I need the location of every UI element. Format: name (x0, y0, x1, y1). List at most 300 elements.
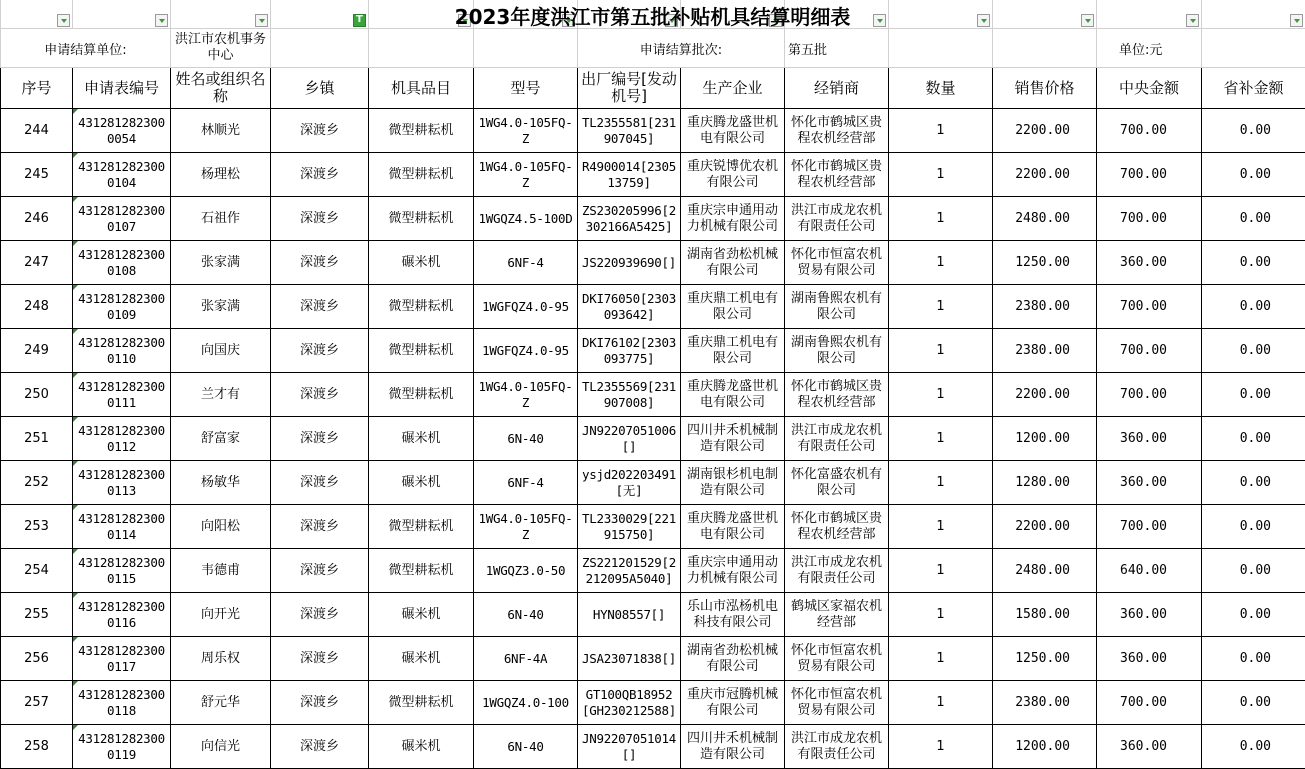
cell-item[interactable] (369, 593, 474, 637)
col-header[interactable]: 数量 (889, 68, 993, 109)
cell-item[interactable] (369, 681, 474, 725)
cell-maker[interactable] (681, 593, 785, 637)
cell-app-no-text: 4312812823000107 (78, 202, 165, 234)
cell-model-text: 6N-40 (507, 430, 544, 446)
cell-province[interactable] (1202, 197, 1305, 241)
cell-price[interactable] (993, 505, 1097, 549)
cell-model[interactable] (474, 681, 578, 725)
cell-model[interactable] (474, 461, 578, 505)
cell-province[interactable] (1202, 593, 1305, 637)
cell-province-text: 0.00 (1239, 474, 1271, 490)
cell-serial-text: JN92207051006[] (582, 422, 676, 454)
cell-maker-text: 乐山市泓杨机电科技有限公司 (686, 598, 778, 630)
filter-dropdown-icon[interactable] (458, 14, 471, 27)
cell-model[interactable] (474, 197, 578, 241)
cell-serial-text: DKI76102[2303093775] (582, 334, 676, 366)
cell-app-no-text: 4312812823000116 (78, 598, 165, 630)
cell-maker-text: 重庆宗申通用动力机械有限公司 (686, 554, 778, 586)
cell-app-no[interactable] (73, 285, 171, 329)
cell-serial[interactable] (578, 417, 681, 461)
cell-serial[interactable] (578, 725, 681, 769)
cell-town-text: 深渡乡 (299, 122, 339, 138)
col-header[interactable]: 出厂编号[发动机号] (578, 68, 681, 109)
cell-model[interactable] (474, 285, 578, 329)
cell-qty-text: 1 (936, 430, 945, 446)
applicant-value[interactable]: 洪江市农机事务中心 (171, 29, 271, 68)
col-header[interactable]: 乡镇 (271, 68, 369, 109)
cell-name[interactable] (171, 637, 271, 681)
cell-qty-text: 1 (936, 342, 945, 358)
cell-maker[interactable] (681, 725, 785, 769)
cell-town[interactable] (271, 461, 369, 505)
cell-central[interactable] (1097, 681, 1202, 725)
cell-maker[interactable] (681, 505, 785, 549)
cell-dealer[interactable] (785, 593, 889, 637)
table-row (1, 153, 1305, 197)
cell-town[interactable] (271, 549, 369, 593)
cell-dealer[interactable] (785, 153, 889, 197)
cell-qty[interactable] (889, 461, 993, 505)
cell-item[interactable] (369, 197, 474, 241)
cell-model[interactable] (474, 109, 578, 153)
col-header[interactable]: 机具品目 (369, 68, 474, 109)
cell-central[interactable] (1097, 461, 1202, 505)
filter-dropdown-icon[interactable] (665, 14, 678, 27)
cell-maker[interactable] (681, 241, 785, 285)
cell-seq[interactable] (1, 241, 73, 285)
cell-dealer[interactable] (785, 285, 889, 329)
cell-dealer[interactable] (785, 109, 889, 153)
cell-seq[interactable] (1, 505, 73, 549)
cell-app-no[interactable] (73, 329, 171, 373)
cell-town[interactable] (271, 329, 369, 373)
cell-province[interactable] (1202, 285, 1305, 329)
cell-item-text: 微型耕耘机 (388, 562, 454, 578)
filter-dropdown-icon[interactable] (873, 14, 886, 27)
cell-province[interactable] (1202, 241, 1305, 285)
cell-maker[interactable] (681, 109, 785, 153)
empty-cell[interactable] (369, 29, 474, 68)
cell-dealer[interactable] (785, 505, 889, 549)
cell-maker[interactable] (681, 329, 785, 373)
cell-model[interactable] (474, 725, 578, 769)
cell-seq[interactable] (1, 725, 73, 769)
cell-app-no-text: 4312812823000118 (78, 686, 165, 718)
cell-province[interactable] (1202, 373, 1305, 417)
cell-app-no[interactable] (73, 109, 171, 153)
cell-name[interactable] (171, 373, 271, 417)
col-header[interactable]: 销售价格 (993, 68, 1097, 109)
cell-dealer[interactable] (785, 197, 889, 241)
cell-seq[interactable] (1, 373, 73, 417)
cell-central[interactable] (1097, 373, 1202, 417)
cell-name[interactable] (171, 505, 271, 549)
cell-central[interactable] (1097, 725, 1202, 769)
cell-dealer-text: 怀化市鹤城区贵程农机经营部 (790, 114, 882, 146)
cell-item[interactable] (369, 461, 474, 505)
col-header[interactable]: 型号 (474, 68, 578, 109)
cell-serial[interactable] (578, 329, 681, 373)
cell-item-text: 碾米机 (401, 474, 441, 490)
cell-seq[interactable] (1, 285, 73, 329)
cell-province[interactable] (1202, 461, 1305, 505)
col-header[interactable]: 申请表编号 (73, 68, 171, 109)
cell-model[interactable] (474, 153, 578, 197)
cell-app-no[interactable] (73, 417, 171, 461)
cell-central-text: 700.00 (1120, 694, 1167, 710)
cell-town-text: 深渡乡 (299, 694, 339, 710)
cell-province[interactable] (1202, 505, 1305, 549)
cell-item[interactable] (369, 417, 474, 461)
cell-app-no[interactable] (73, 725, 171, 769)
cell-maker-text: 重庆鼎工机电有限公司 (686, 290, 778, 322)
cell-seq[interactable] (1, 109, 73, 153)
filter-dropdown-icon[interactable] (1186, 14, 1199, 27)
cell-maker[interactable] (681, 153, 785, 197)
cell-central[interactable] (1097, 285, 1202, 329)
cell-price-text: 2200.00 (1015, 386, 1070, 402)
cell-maker[interactable] (681, 197, 785, 241)
cell-price-text: 1250.00 (1015, 254, 1070, 270)
cell-maker-text: 重庆市冠腾机械有限公司 (686, 686, 778, 718)
cell-model[interactable] (474, 637, 578, 681)
cell-app-no[interactable] (73, 241, 171, 285)
cell-dealer[interactable] (785, 373, 889, 417)
cell-province[interactable] (1202, 153, 1305, 197)
filter-dropdown-icon[interactable] (1290, 14, 1303, 27)
cell-model[interactable] (474, 417, 578, 461)
cell-maker[interactable] (681, 461, 785, 505)
cell-item[interactable] (369, 549, 474, 593)
cell-qty[interactable] (889, 329, 993, 373)
cell-province[interactable] (1202, 725, 1305, 769)
cell-model[interactable] (474, 593, 578, 637)
cell-qty-text: 1 (936, 254, 945, 270)
cell-seq[interactable] (1, 637, 73, 681)
cell-seq[interactable] (1, 461, 73, 505)
cell-serial[interactable] (578, 285, 681, 329)
cell-model[interactable] (474, 329, 578, 373)
cell-app-no[interactable] (73, 197, 171, 241)
cell-maker[interactable] (681, 549, 785, 593)
cell-serial[interactable] (578, 593, 681, 637)
col-header[interactable]: 姓名或组织名称 (171, 68, 271, 109)
filter-dropdown-icon[interactable] (57, 14, 70, 27)
cell-app-no-text: 4312812823000111 (78, 378, 165, 410)
cell-name[interactable] (171, 241, 271, 285)
cell-province-text: 0.00 (1239, 122, 1271, 138)
cell-maker[interactable] (681, 681, 785, 725)
cell-serial[interactable] (578, 373, 681, 417)
cell-price-text: 1250.00 (1015, 650, 1070, 666)
cell-app-no[interactable] (73, 637, 171, 681)
cell-qty[interactable] (889, 197, 993, 241)
cell-model-text: 1WGFQZ4.0-95 (482, 298, 569, 314)
cell-app-no-text: 4312812823000109 (78, 290, 165, 322)
cell-dealer[interactable] (785, 417, 889, 461)
cell-maker-text: 四川井禾机械制造有限公司 (686, 730, 778, 762)
cell-central[interactable] (1097, 329, 1202, 373)
cell-seq[interactable] (1, 549, 73, 593)
cell-serial[interactable] (578, 153, 681, 197)
cell-qty[interactable] (889, 373, 993, 417)
cell-seq-text: 247 (24, 254, 49, 270)
cell-province[interactable] (1202, 681, 1305, 725)
cell-item[interactable] (369, 329, 474, 373)
cell-central[interactable] (1097, 109, 1202, 153)
cell-central[interactable] (1097, 593, 1202, 637)
cell-dealer[interactable] (785, 329, 889, 373)
text-format-indicator-icon (73, 329, 78, 334)
cell-qty[interactable] (889, 109, 993, 153)
cell-item-text: 微型耕耘机 (388, 122, 454, 138)
cell-central-text: 360.00 (1120, 254, 1167, 270)
cell-price-text: 2200.00 (1015, 518, 1070, 534)
cell-town[interactable] (271, 637, 369, 681)
cell-app-no[interactable] (73, 461, 171, 505)
cell-seq-text: 252 (24, 474, 49, 490)
cell-seq[interactable] (1, 329, 73, 373)
cell-name[interactable] (171, 549, 271, 593)
cell-town[interactable] (271, 285, 369, 329)
cell-serial[interactable] (578, 109, 681, 153)
cell-name[interactable] (171, 153, 271, 197)
cell-province[interactable] (1202, 109, 1305, 153)
applicant-label[interactable]: 申请结算单位: (1, 29, 171, 68)
cell-town[interactable] (271, 241, 369, 285)
cell-price[interactable] (993, 593, 1097, 637)
cell-qty[interactable] (889, 549, 993, 593)
cell-central[interactable] (1097, 241, 1202, 285)
cell-item[interactable] (369, 153, 474, 197)
cell-price[interactable] (993, 725, 1097, 769)
cell-town[interactable] (271, 417, 369, 461)
cell-qty[interactable] (889, 417, 993, 461)
cell-dealer[interactable] (785, 461, 889, 505)
cell-town-text: 深渡乡 (299, 430, 339, 446)
filter-dropdown-icon[interactable] (769, 14, 782, 27)
cell-name-text: 向信光 (200, 738, 240, 754)
cell-price[interactable] (993, 549, 1097, 593)
header-row (1, 68, 1305, 109)
cell-town[interactable] (271, 153, 369, 197)
cell-central[interactable] (1097, 637, 1202, 681)
col-header[interactable]: 序号 (1, 68, 73, 109)
cell-name[interactable] (171, 725, 271, 769)
cell-central[interactable] (1097, 549, 1202, 593)
cell-price-text: 2380.00 (1015, 298, 1070, 314)
cell-town[interactable] (271, 725, 369, 769)
data-rows (1, 109, 1305, 769)
batch-value[interactable]: 第五批 (785, 29, 889, 68)
cell-serial[interactable] (578, 505, 681, 549)
cell-price[interactable] (993, 637, 1097, 681)
cell-price[interactable] (993, 329, 1097, 373)
cell-town[interactable] (271, 373, 369, 417)
cell-item-text: 微型耕耘机 (388, 342, 454, 358)
cell-province-text: 0.00 (1239, 298, 1271, 314)
cell-price[interactable] (993, 153, 1097, 197)
cell-qty[interactable] (889, 505, 993, 549)
cell-seq[interactable] (1, 197, 73, 241)
cell-model[interactable] (474, 241, 578, 285)
unit-label[interactable]: 单位:元 (1097, 29, 1202, 68)
cell-qty[interactable] (889, 593, 993, 637)
filter-cell (993, 0, 1097, 29)
cell-item[interactable] (369, 109, 474, 153)
cell-app-no[interactable] (73, 373, 171, 417)
filter-dropdown-icon[interactable] (562, 14, 575, 27)
cell-name[interactable] (171, 461, 271, 505)
cell-name[interactable] (171, 109, 271, 153)
cell-serial[interactable] (578, 241, 681, 285)
filter-dropdown-icon[interactable] (977, 14, 990, 27)
cell-app-no-text: 4312812823000113 (78, 466, 165, 498)
cell-seq[interactable] (1, 417, 73, 461)
cell-seq-text: 258 (24, 738, 49, 754)
cell-dealer[interactable] (785, 549, 889, 593)
cell-name[interactable] (171, 681, 271, 725)
cell-item[interactable] (369, 241, 474, 285)
cell-seq[interactable] (1, 153, 73, 197)
cell-price[interactable] (993, 109, 1097, 153)
cell-seq[interactable] (1, 681, 73, 725)
text-format-indicator-icon (73, 637, 78, 642)
cell-item[interactable] (369, 285, 474, 329)
cell-seq-text: 248 (24, 298, 49, 314)
cell-town-text: 深渡乡 (299, 474, 339, 490)
cell-qty[interactable] (889, 681, 993, 725)
cell-serial[interactable] (578, 461, 681, 505)
filter-cell (889, 0, 993, 29)
cell-app-no[interactable] (73, 153, 171, 197)
cell-central[interactable] (1097, 505, 1202, 549)
cell-central[interactable] (1097, 153, 1202, 197)
col-header[interactable]: 省补金额 (1202, 68, 1305, 109)
cell-town[interactable] (271, 197, 369, 241)
cell-town-text: 深渡乡 (299, 562, 339, 578)
filter-dropdown-icon[interactable] (1081, 14, 1094, 27)
cell-serial[interactable] (578, 681, 681, 725)
cell-price[interactable] (993, 417, 1097, 461)
cell-item[interactable] (369, 725, 474, 769)
cell-maker[interactable] (681, 373, 785, 417)
cell-serial[interactable] (578, 637, 681, 681)
cell-model[interactable] (474, 505, 578, 549)
cell-app-no[interactable] (73, 505, 171, 549)
cell-model[interactable] (474, 549, 578, 593)
cell-app-no-text: 4312812823000117 (78, 642, 165, 674)
cell-province[interactable] (1202, 637, 1305, 681)
cell-maker[interactable] (681, 285, 785, 329)
cell-province-text: 0.00 (1239, 342, 1271, 358)
cell-central[interactable] (1097, 197, 1202, 241)
cell-item[interactable] (369, 373, 474, 417)
col-header[interactable]: 生产企业 (681, 68, 785, 109)
cell-province[interactable] (1202, 417, 1305, 461)
cell-dealer[interactable] (785, 681, 889, 725)
filter-dropdown-icon[interactable] (255, 14, 268, 27)
cell-dealer[interactable] (785, 637, 889, 681)
title-row (1, 0, 1305, 29)
cell-app-no-text: 4312812823000054 (78, 114, 165, 146)
cell-maker[interactable] (681, 637, 785, 681)
cell-province[interactable] (1202, 329, 1305, 373)
cell-price[interactable] (993, 241, 1097, 285)
cell-serial-text: TL2355569[231907008] (582, 378, 676, 410)
empty-cell[interactable] (1202, 29, 1305, 68)
cell-town[interactable] (271, 109, 369, 153)
cell-price[interactable] (993, 681, 1097, 725)
cell-town[interactable] (271, 681, 369, 725)
cell-model[interactable] (474, 373, 578, 417)
cell-qty[interactable] (889, 241, 993, 285)
cell-province[interactable] (1202, 549, 1305, 593)
cell-central[interactable] (1097, 417, 1202, 461)
batch-label[interactable]: 申请结算批次: (578, 29, 785, 68)
cell-app-no-text: 4312812823000112 (78, 422, 165, 454)
cell-qty[interactable] (889, 725, 993, 769)
col-header[interactable]: 中央金额 (1097, 68, 1202, 109)
cell-maker-text: 湖南省劲松机械有限公司 (686, 642, 778, 674)
text-format-indicator-icon (73, 373, 78, 378)
cell-item[interactable] (369, 505, 474, 549)
cell-app-no[interactable] (73, 681, 171, 725)
cell-seq[interactable] (1, 593, 73, 637)
cell-maker[interactable] (681, 417, 785, 461)
cell-serial[interactable] (578, 197, 681, 241)
cell-name[interactable] (171, 329, 271, 373)
filter-active-icon[interactable] (353, 14, 366, 27)
filter-cell (369, 0, 474, 29)
cell-item[interactable] (369, 637, 474, 681)
cell-app-no-text: 4312812823000114 (78, 510, 165, 542)
cell-name[interactable] (171, 417, 271, 461)
cell-item-text: 碾米机 (401, 650, 441, 666)
cell-town[interactable] (271, 505, 369, 549)
cell-price[interactable] (993, 197, 1097, 241)
cell-town[interactable] (271, 593, 369, 637)
cell-name[interactable] (171, 285, 271, 329)
cell-qty[interactable] (889, 637, 993, 681)
cell-dealer-text: 怀化富盛农机有限公司 (790, 466, 882, 498)
cell-app-no[interactable] (73, 593, 171, 637)
empty-cell[interactable] (271, 29, 369, 68)
cell-dealer[interactable] (785, 241, 889, 285)
empty-cell[interactable] (889, 29, 993, 68)
cell-name[interactable] (171, 593, 271, 637)
empty-cell[interactable] (474, 29, 578, 68)
cell-serial[interactable] (578, 549, 681, 593)
cell-price[interactable] (993, 285, 1097, 329)
cell-qty[interactable] (889, 285, 993, 329)
cell-qty[interactable] (889, 153, 993, 197)
cell-province-text: 0.00 (1239, 430, 1271, 446)
cell-dealer-text: 怀化市鹤城区贵程农机经营部 (790, 510, 882, 542)
cell-name-text: 向国庆 (200, 342, 240, 358)
cell-town-text: 深渡乡 (299, 650, 339, 666)
cell-dealer[interactable] (785, 725, 889, 769)
cell-price[interactable] (993, 373, 1097, 417)
cell-central-text: 360.00 (1120, 738, 1167, 754)
col-header[interactable]: 经销商 (785, 68, 889, 109)
filter-dropdown-icon[interactable] (155, 14, 168, 27)
empty-cell[interactable] (993, 29, 1097, 68)
cell-name[interactable] (171, 197, 271, 241)
cell-price[interactable] (993, 461, 1097, 505)
cell-app-no[interactable] (73, 549, 171, 593)
cell-model-text: 1WGQZ4.0-100 (482, 694, 569, 710)
